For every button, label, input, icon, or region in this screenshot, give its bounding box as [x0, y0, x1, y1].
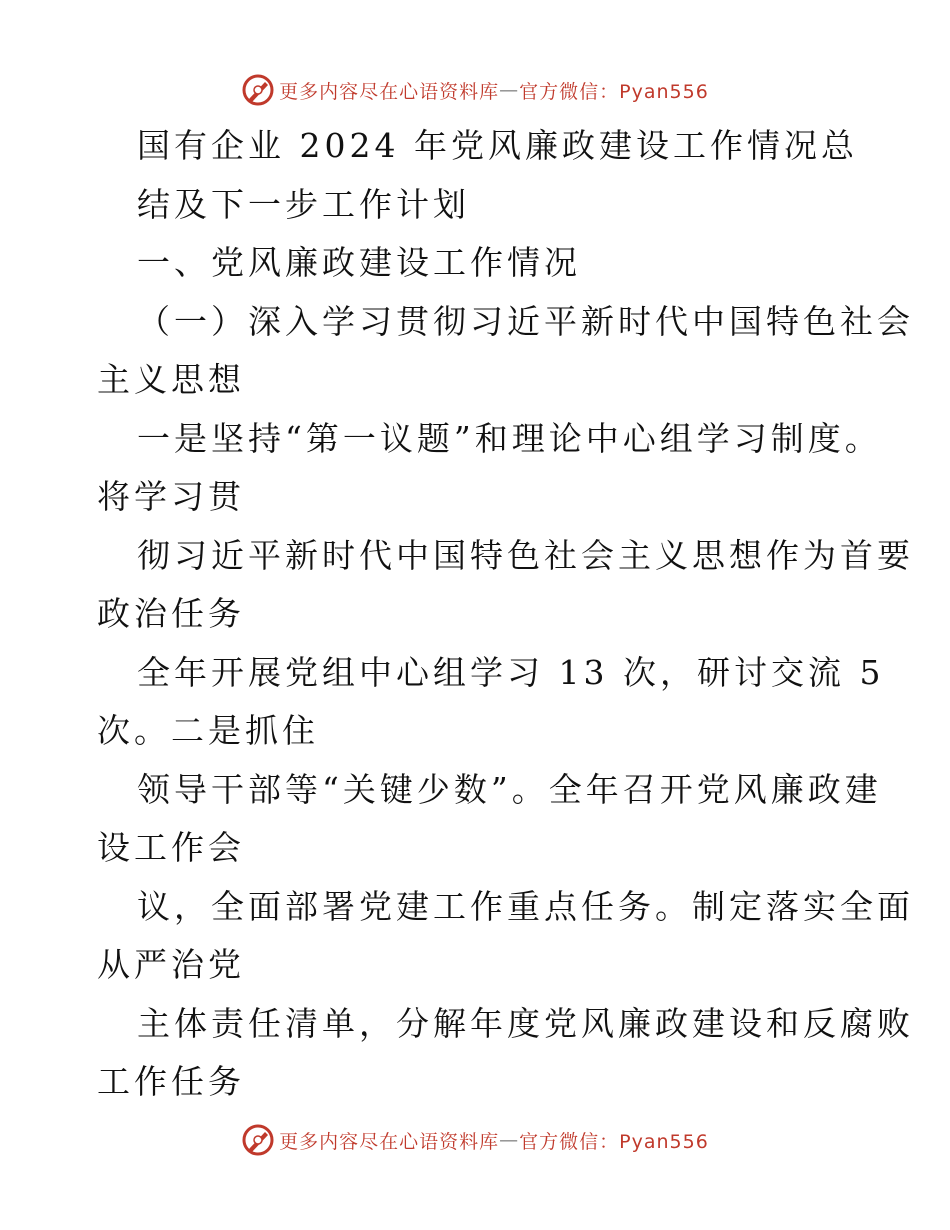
- body-line: 彻习近平新时代中国特色社会主义思想作为首要: [137, 536, 914, 575]
- pen-circle-logo-icon: [241, 1123, 275, 1157]
- body-line: 主体责任清单，分解年度党风廉政建设和反腐败: [137, 1004, 914, 1043]
- section-heading: 一、党风廉政建设工作情况: [137, 243, 581, 282]
- body-line: 次。二是抓住: [97, 711, 319, 750]
- watermark-contact-text: 官方微信：Pyan556: [519, 1130, 709, 1153]
- footer-watermark: [0, 1120, 950, 1160]
- watermark-lead-text: 更多内容尽在心语资料库: [279, 80, 500, 103]
- watermark-contact-text: 官方微信：Pyan556: [519, 80, 709, 103]
- subsection-heading-line-2: 主义思想: [97, 360, 245, 399]
- watermark-lead-text: 更多内容尽在心语资料库: [279, 1130, 500, 1153]
- body-line: 设工作会: [97, 828, 245, 867]
- body-line: 从严治党: [97, 945, 245, 984]
- body-line: 政治任务: [97, 594, 245, 633]
- watermark-dash: —: [499, 1129, 520, 1151]
- body-line: 工作任务: [97, 1062, 245, 1101]
- title-line-2: 结及下一步工作计划: [137, 185, 470, 224]
- body-line: 全年开展党组中心组学习 13 次，研讨交流 5: [137, 653, 885, 692]
- body-line: 议，全面部署党建工作重点任务。制定落实全面: [137, 887, 914, 926]
- watermark-dash: —: [499, 79, 520, 101]
- title-line-1: 国有企业 2024 年党风廉政建设工作情况总: [137, 126, 858, 165]
- body-line: 将学习贯: [97, 477, 245, 516]
- header-watermark: [0, 70, 950, 110]
- body-line: 领导干部等“关键少数”。全年召开党风廉政建: [137, 770, 882, 809]
- pen-circle-logo-icon: [241, 73, 275, 107]
- subsection-heading-line-1: （一）深入学习贯彻习近平新时代中国特色社会: [137, 302, 914, 341]
- body-line: 一是坚持“第一议题”和理论中心组学习制度。: [137, 419, 882, 458]
